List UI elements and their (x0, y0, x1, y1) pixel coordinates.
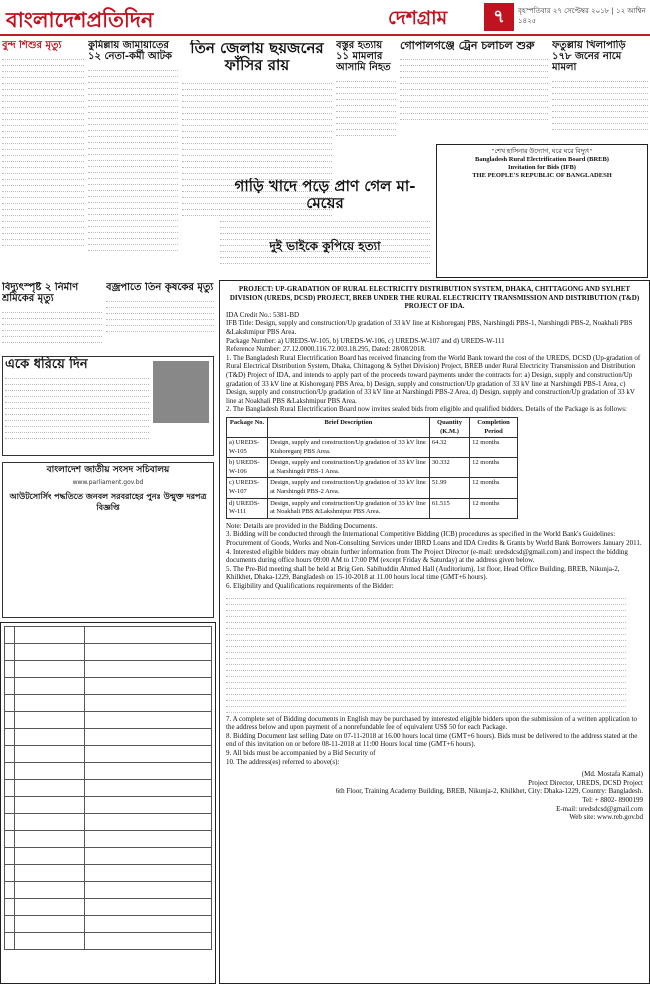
table-row (227, 478, 518, 498)
table-cell (15, 644, 85, 661)
table-cell: b) UREDS-W-106 (227, 458, 268, 478)
table-cell (15, 678, 85, 695)
table-cell: 30.332 (429, 458, 469, 478)
ad-signer-title: Project Director, UREDS, DCSD Project (528, 778, 643, 787)
table-cell (15, 763, 85, 780)
table-cell (15, 865, 85, 882)
ad-invitation: Invitation for Bids (IFB) (508, 164, 576, 171)
table-cell (85, 865, 212, 882)
table-cell (15, 661, 85, 678)
table-cell (5, 678, 15, 695)
table-row (5, 797, 212, 814)
table-row (5, 865, 212, 882)
headline-5: গোপালগঞ্জে ট্রেন চলাচল শুরু (400, 40, 535, 52)
story-text (552, 76, 648, 130)
table-cell (85, 933, 212, 950)
story-column-6 (552, 40, 648, 140)
table-cell (85, 916, 212, 933)
story-text (106, 296, 214, 332)
headline-6: ফতুল্লায় খিলাপাড়ি ১৭৮ জনের নামে মামলা (552, 40, 626, 73)
ad-packages: Package Number: a) UREDS-W-105, b) UREDS-W-106, c) UREDS-W-107 and d) UREDS-W-111 (226, 336, 505, 345)
story-column-10 (220, 238, 430, 276)
ad-paragraph-2: 2. The Bangladesh Rural Electrification Board now invites sealed bids from eligible and qualified bidders. Details of the Package is as follows: (226, 405, 627, 414)
table-cell (85, 746, 212, 763)
table-cell (5, 933, 15, 950)
story-text (2, 54, 84, 246)
table-cell (85, 644, 212, 661)
story-text (400, 54, 548, 120)
wanted-photo (153, 361, 209, 423)
table-row (5, 746, 212, 763)
table-cell (5, 916, 15, 933)
table-cell: Design, supply and construction/Up gradation of 33 kV line Kishoreganj PBS Area. (268, 438, 430, 458)
ad-signature-block (226, 770, 643, 822)
table-cell (5, 627, 15, 644)
story-column-2 (88, 40, 178, 278)
table-row (5, 661, 212, 678)
ad-web: Web site: www.reb.gov.bd (569, 813, 643, 822)
table-row (227, 438, 518, 458)
table-cell (85, 695, 212, 712)
table-cell (5, 661, 15, 678)
table-cell (15, 780, 85, 797)
table-cell: Design, supply and construction/Up gradation of 33 kV line at Narshingdi PBS-1 Area. (268, 458, 430, 478)
table-cell: Design, supply and construction/Up gradation of 33 kV line at Narshingdi PBS-2 Area. (268, 478, 430, 498)
table-cell: c) UREDS-W-107 (227, 478, 268, 498)
table-header-row (227, 417, 518, 437)
table-row (5, 729, 212, 746)
table-cell: 61.515 (429, 498, 469, 518)
table-cell (15, 746, 85, 763)
table-cell (15, 712, 85, 729)
story-text (88, 65, 178, 251)
table-row (227, 498, 518, 518)
table-cell (15, 831, 85, 848)
headline-11: একে ধরিয়ে দিন (5, 357, 88, 372)
ad-reference: Reference Number: 27.12.0000.116.72.003.18.295, Dated: 28/08/2018. (226, 345, 426, 354)
ad-paragraph-7: 7. A complete set of Bidding documents in English may be purchased by interested eligible bidders upon the submission of a written application to the address below and upon payment of a nonrefundable fee of equivalent US$ 50 for each Package. (226, 714, 637, 732)
table-cell: 12 months (470, 478, 518, 498)
table-row (5, 882, 212, 899)
headline-7: বিদ্যুৎস্পৃষ্ট ২ নির্মাণ শ্রমিকের মৃত্যু (2, 282, 79, 304)
table-row (5, 763, 212, 780)
parliament-url: www.parliament.gov.bd (72, 479, 144, 486)
table-cell (5, 865, 15, 882)
ad-email: E-mail: uredsdcsd@gmail.com (556, 804, 643, 813)
table-cell (15, 729, 85, 746)
dateline: বৃহস্পতিবার ২৭ সেপ্টেম্বর ২০১৮ | ১২ আশ্বিন ১৪২৫ (518, 7, 646, 25)
outsourcing-table (4, 626, 212, 950)
ad-paragraph-9: 9. All bids must be accompanied by a Bid Security of (226, 748, 376, 757)
table-cell (5, 848, 15, 865)
table-cell (5, 746, 15, 763)
table-cell (15, 933, 85, 950)
ad-signer: (Md. Mostafa Kamal) (581, 770, 643, 779)
table-cell (85, 848, 212, 865)
table-row (5, 933, 212, 950)
table-cell: Design, supply and construction/Up gradation of 33 kV line at Noakhali PBS &Lakshmipur PBS Area. (268, 498, 430, 518)
headline-10: দুই ভাইকে কুপিয়ে হত্যা (269, 239, 381, 253)
story-column-8 (106, 282, 214, 352)
table-row (5, 899, 212, 916)
ad-paragraph-8: 8. Bidding Document last selling Date on 07-11-2018 at 16.00 hours local time (GMT+6 hours). Bids must be delivered to the address stated at the end of this invitation on or before 08-11-2018 at 11:00 Hours local time (GMT+6 hours). (226, 731, 638, 749)
story-text (336, 76, 396, 136)
table-cell (85, 814, 212, 831)
table-row (227, 458, 518, 478)
package-table (226, 417, 518, 519)
table-cell: 12 months (470, 438, 518, 458)
wanted-notice (2, 356, 214, 456)
ad-paragraph-5: 5. The Pre-Bid meeting shall be held at Brig Gen. Sabihuddin Ahmed Hall (Auditorium), 1st floor, Head Office Building, BREB, Nikunja-2, Khilkhet, Dhaka-1229, Bangladesh on 15-10-2018 at 11.00 hours local time (GMT+6 hours). (226, 564, 620, 582)
eligibility-text (226, 593, 626, 713)
page-number: ৭ (484, 3, 514, 31)
headline-3: তিন জেলায় ছয়জনের ফাঁসির রায় (190, 40, 324, 74)
table-cell (85, 627, 212, 644)
table-cell (15, 848, 85, 865)
breb-ad-header (436, 144, 648, 278)
table-cell (5, 695, 15, 712)
ad-country: THE PEOPLE'S REPUBLIC OF BANGLADESH (472, 172, 612, 179)
table-cell (15, 627, 85, 644)
headline-8: বজ্রপাতে তিন কৃষকের মৃত্যু (106, 282, 214, 293)
ad-ida: IDA Credit No.: 5381-BD (226, 310, 300, 319)
table-row (5, 831, 212, 848)
ad-org: Bangladesh Rural Electrification Board (BREB) (475, 156, 609, 163)
table-cell: 12 months (470, 498, 518, 518)
table-header: Completion Period (470, 417, 518, 437)
table-cell: a) UREDS-W-105 (227, 438, 268, 458)
table-cell (15, 695, 85, 712)
table-cell (5, 831, 15, 848)
story-column-5 (400, 40, 548, 140)
table-cell (85, 678, 212, 695)
table-cell (85, 712, 212, 729)
table-row (5, 678, 212, 695)
ad-paragraph-3: 3. Bidding will be conducted through the International Competitive Bidding (ICB) procedures as specified in the World Bank's Guidelines: Procurement of Goods, Works and Non-Consulting Services under IBRD Loans and IDA Credits & Grants by World Bank Borrowers January 2011. (226, 530, 642, 548)
left-column (2, 40, 84, 278)
table-cell (15, 899, 85, 916)
table-row (5, 627, 212, 644)
headline-1: বুন্দ শিশুর মৃত্যু (2, 40, 62, 51)
table-cell (15, 814, 85, 831)
headline-4: বস্তুর হত্যায় ১১ মামলার আসামি নিহত (336, 40, 391, 73)
table-cell (85, 661, 212, 678)
table-cell (5, 780, 15, 797)
table-row (5, 695, 212, 712)
parliament-name: বাংলাদেশ জাতীয় সংসদ সচিবালয় (46, 465, 170, 475)
table-row (5, 780, 212, 797)
section-title: দেশগ্রাম (388, 7, 448, 29)
headline-9: গাড়ি খাদে পড়ে প্রাণ গেল মা-মেয়ের (234, 178, 416, 212)
table-cell (15, 797, 85, 814)
table-cell (85, 780, 212, 797)
table-cell (85, 763, 212, 780)
table-cell (5, 729, 15, 746)
table-header: Package No. (227, 417, 268, 437)
ad-slogan: "শেখ হাসিনার উদ্যোগ, ঘরে ঘরে বিদ্যুৎ" (491, 148, 593, 155)
table-row (5, 916, 212, 933)
notice-text (5, 373, 149, 439)
ad-tel: Tel: + 8802- 8900199 (582, 795, 643, 804)
table-cell (85, 729, 212, 746)
table-cell: 12 months (470, 458, 518, 478)
ad-ifb-title: IFB Title: Design, supply and construction/Up gradation of 33 kV line at Kishoreganj PBS, Narshingdi PBS-1, Narshingdi PBS-2, Noakhali PBS &Lakshmipur PBS Area. (226, 319, 633, 336)
table-cell (5, 763, 15, 780)
tender-advertisement (219, 280, 650, 984)
table-cell (5, 644, 15, 661)
table-cell (5, 882, 15, 899)
table-cell (15, 882, 85, 899)
ad-address: 6th Floor, Training Academy Building, BREB, Nikunja-2, Khilkhet, City: Dhaka-1229, Country: Bangladesh. (335, 787, 643, 796)
table-row (5, 644, 212, 661)
table-header: Quantity (K.M.) (429, 417, 469, 437)
story-column-4 (336, 40, 396, 140)
table-header: Brief Description (268, 417, 430, 437)
newspaper-logo: বাংলাদেশপ্রতিদিন (6, 7, 154, 32)
outsourcing-tender (0, 622, 216, 984)
headline-2: কুমিল্লায় জামায়াতের ১২ নেতা-কর্মী আটক (88, 40, 173, 62)
table-cell (5, 814, 15, 831)
ad-paragraph-6: 6. Eligibility and Qualifications requirements of the Bidder: (226, 582, 394, 590)
table-cell (15, 916, 85, 933)
headline-13: আউটসোর্সিং পদ্ধতিতে জনবল সরবরাহের পুনঃ উন্মুক্ত দরপত্র বিজ্ঞপ্তি (9, 490, 207, 512)
table-row (5, 848, 212, 865)
table-cell (85, 831, 212, 848)
ad-note: Note: Details are provided in the Bidding Documents. (226, 521, 378, 530)
table-cell (5, 797, 15, 814)
masthead (0, 0, 650, 36)
table-cell (85, 797, 212, 814)
table-row (5, 814, 212, 831)
ad-paragraph-10: 10. The address(es) referred to above(s): (226, 757, 340, 766)
table-cell: d) UREDS-W-111 (227, 498, 268, 518)
table-cell (85, 882, 212, 899)
ad-project: PROJECT: UP-GRADATION OF RURAL ELECTRICITY DISTRIBUTION SYSTEM, DHAKA, CHITTAGONG AND SYLHET DIVISION (UREDS, DCSD) PROJECT, BREB UNDER THE RURAL ELECTRICITY TRANSMISSION AND DISTRIBUTION (T&D) PROJECT OF IDA. (229, 285, 640, 311)
ad-paragraph-4: 4. Interested eligible bidders may obtain further information from The Project Director (e-mail: uredsdcsd@gmail.com) and inspect the bidding documents during office hours 09:00 AM to 17:00 PM (except Friday & Saturday) at the address given below. (226, 547, 628, 565)
table-cell (85, 899, 212, 916)
table-cell: 64.32 (429, 438, 469, 458)
table-row (5, 712, 212, 729)
parliament-header (2, 462, 214, 618)
table-cell (5, 712, 15, 729)
table-cell: 51.99 (429, 478, 469, 498)
ad-paragraph-1: 1. The Bangladesh Rural Electrification Board has received financing from the World Bank toward the cost of the UREDS, DCSD (Up-gradation of Rural Electrical Distribution System, Dhaka, Chittagong & Sylhet Division) Project, BREB under Rural Electricity Transmission and Distribution (T&D) Project of IDA, and intends to apply part of the proceeds toward payments under the contracts for: a) Design, supply and construction/Up gradation of 33 kV line at Kishoreganj PBS Area, b) Design, supply and construction/Up gradation of 33 kV line at Narshingdi PBS-1 Area, c) Design, supply and construction/Up gradation of 33 kV line at Narshingdi PBS-2 Area, d) Design, supply and construction/Up gradation of 33 kV line at Noakhali PBS &Lakshmipur PBS Area. (226, 353, 641, 405)
story-column-7 (2, 282, 102, 352)
story-text (2, 307, 102, 343)
table-cell (5, 899, 15, 916)
